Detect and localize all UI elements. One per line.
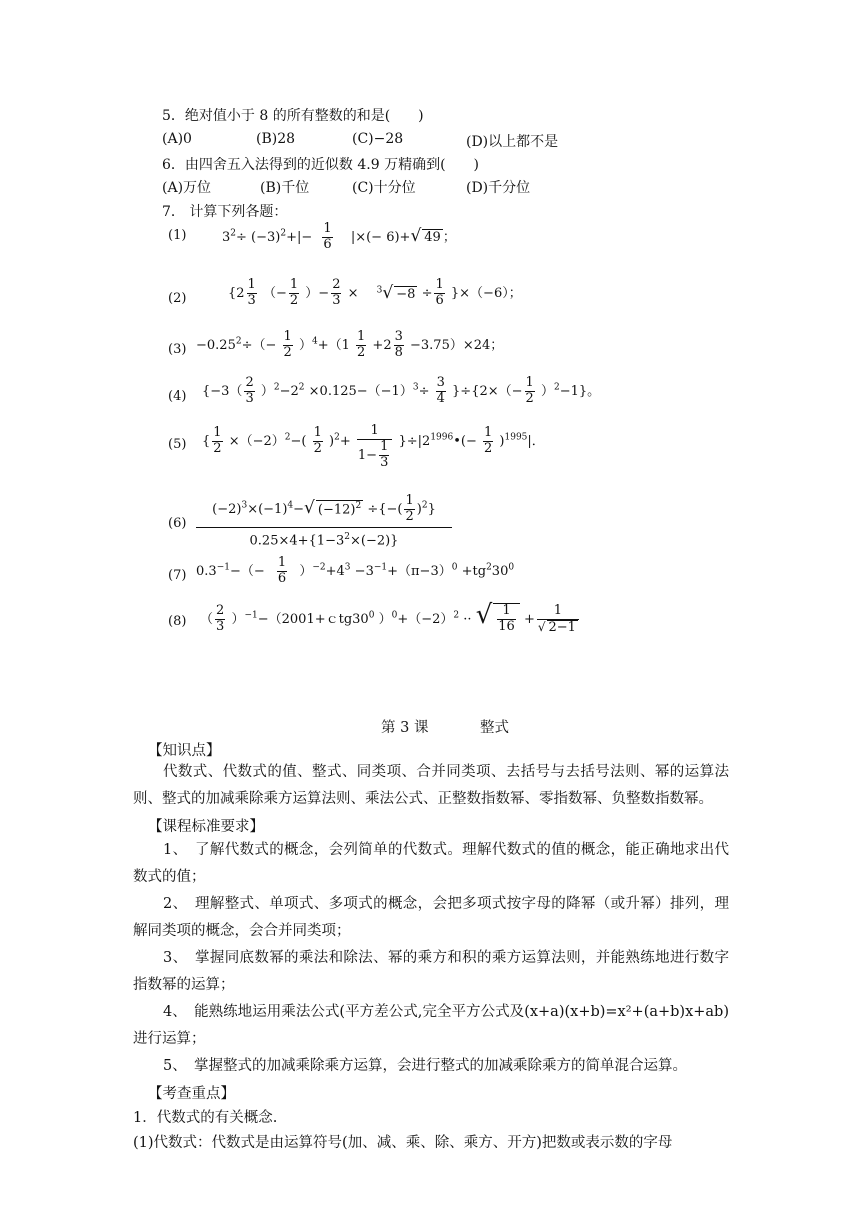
lesson-title: 第 3 课 xyxy=(381,720,429,736)
standard-4: 4、 能熟练地运用乘法公式(平方差公式,完全平方公式及(x+a)(x+b)=x²+(a+b)x+ab)进行运算； xyxy=(133,1004,729,1047)
focus-item-2: (1)代数式：代数式是由运算符号(加、减、乘、除、乘方、开方)把数或表示数的字母 xyxy=(133,1135,673,1151)
q5-option-a: (A)0 xyxy=(162,131,192,147)
expression-2: {2 $\frac{1}{3}$ （− $\frac{1}{2}$ ）− $\frac{2}{3}$ × $^3$√ −8 ÷ $\frac{1}{6}$ }×（−6）； xyxy=(228,277,522,308)
q7-stem: 7． 计算下列各题： xyxy=(162,204,288,220)
standard-2: 2、 理解整式、单项式、多项式的概念，会把多项式按字母的降幂（或升幂）排列，理解同类项的概念，会合并同类项； xyxy=(133,896,729,939)
q6-option-b: (B)千位 xyxy=(260,180,310,196)
standard-1: 1、 了解代数式的概念，会列简单的代数式。理解代数式的值的概念，能正确地求出代数式的值； xyxy=(133,842,729,885)
item-4-label: (4) xyxy=(168,389,187,404)
lesson-subtitle: 整式 xyxy=(480,720,509,736)
expression-8: （ $\frac{2}{3}$ ）$^{-1}-(2001+ctg30^0$ ）$^0+(-2)^2$ ·· √ $\frac{1}{16}$ + $\frac{1}{√ 2-1}$ xyxy=(200,600,581,635)
item-3-label: (3) xyxy=(168,342,187,357)
item-2-label: (2) xyxy=(168,291,187,306)
q6-stem: 6．由四舍五入法得到的近似数 4.9 万精确到( ) xyxy=(162,157,479,173)
q5-stem: 5．绝对值小于 8 的所有整数的和是( ) xyxy=(162,108,424,124)
expression-7: $0.3^{-1}-(-$ $\frac{1}{6}$ ）$^{-2}+4^3 -3^{-1}+(\pi-3)^0 +tg^230^0$ xyxy=(196,555,515,586)
q5-option-b: (B)28 xyxy=(256,131,296,147)
expression-3: $-0.25^2\div(-$ $\frac{1}{2}$ ）$^4$+（1 $\frac{1}{2}$ +2 $\frac{3}{8}$ −3.75）×24； xyxy=(196,329,504,360)
item-5-label: (5) xyxy=(168,437,187,452)
q6-option-d: (D)千分位 xyxy=(466,180,531,196)
q5-option-c: (C)−28 xyxy=(352,131,404,147)
q5-option-d: (D)以上都不是 xyxy=(466,134,559,150)
expression-5: { $\frac{1}{2}$ $\times(-2)^2-$( $\frac{1}{2}$ )$^2$+ 1 1− $\frac{1}{3}$ }$\div|2^{1996}•(-$ $\frac{1}{2}$ )$^{1995}$|． xyxy=(202,423,545,470)
item-1-label: (1) xyxy=(168,228,187,243)
focus-item-1: 1．代数式的有关概念. xyxy=(133,1110,278,1126)
expression-1: $3^2\div (-3)^2+|-$ $\frac{1}{6}$ |×(− 6)+√ 49 ； xyxy=(222,221,456,252)
q6-option-c: (C)十分位 xyxy=(352,180,416,196)
expression-4: {−3（ $\frac{2}{3}$ ）$^2-2^2 \times 0.125-(-1)^3\div$ $\frac{3}{4}$ }÷{2×（− $\frac{1}{2}$ ）$^2$−1}。 xyxy=(202,375,601,406)
standards-heading: 【课程标准要求】 xyxy=(148,819,264,835)
item-8-label: (8) xyxy=(168,614,187,629)
item-6-label: (6) xyxy=(168,516,187,531)
q6-option-a: (A)万位 xyxy=(162,180,212,196)
focus-heading: 【考查重点】 xyxy=(148,1086,235,1102)
knowledge-heading: 【知识点】 xyxy=(148,743,221,759)
standard-3: 3、 掌握同底数幂的乘法和除法、幂的乘方和积的乘方运算法则，并能熟练地进行数字指数幂的运算； xyxy=(133,950,729,993)
expression-6: $(-2)^3\times(-1)^4-√$ $(-12)^2$ ÷{−( $\frac{1}{2}$ )$^2$} $0.25\times 4+\{1-3^2\times(-2)\}$ xyxy=(196,494,452,550)
item-7-label: (7) xyxy=(168,568,187,583)
knowledge-text: 代数式、代数式的值、整式、同类项、合并同类项、去括号与去括号法则、幂的运算法则、整式的加减乘除乘方运算法则、乘法公式、正整数指数幂、零指数幂、负整数指数幂。 xyxy=(133,764,729,807)
standard-5: 5、 掌握整式的加减乘除乘方运算，会进行整式的加减乘除乘方的简单混合运算。 xyxy=(163,1058,687,1074)
